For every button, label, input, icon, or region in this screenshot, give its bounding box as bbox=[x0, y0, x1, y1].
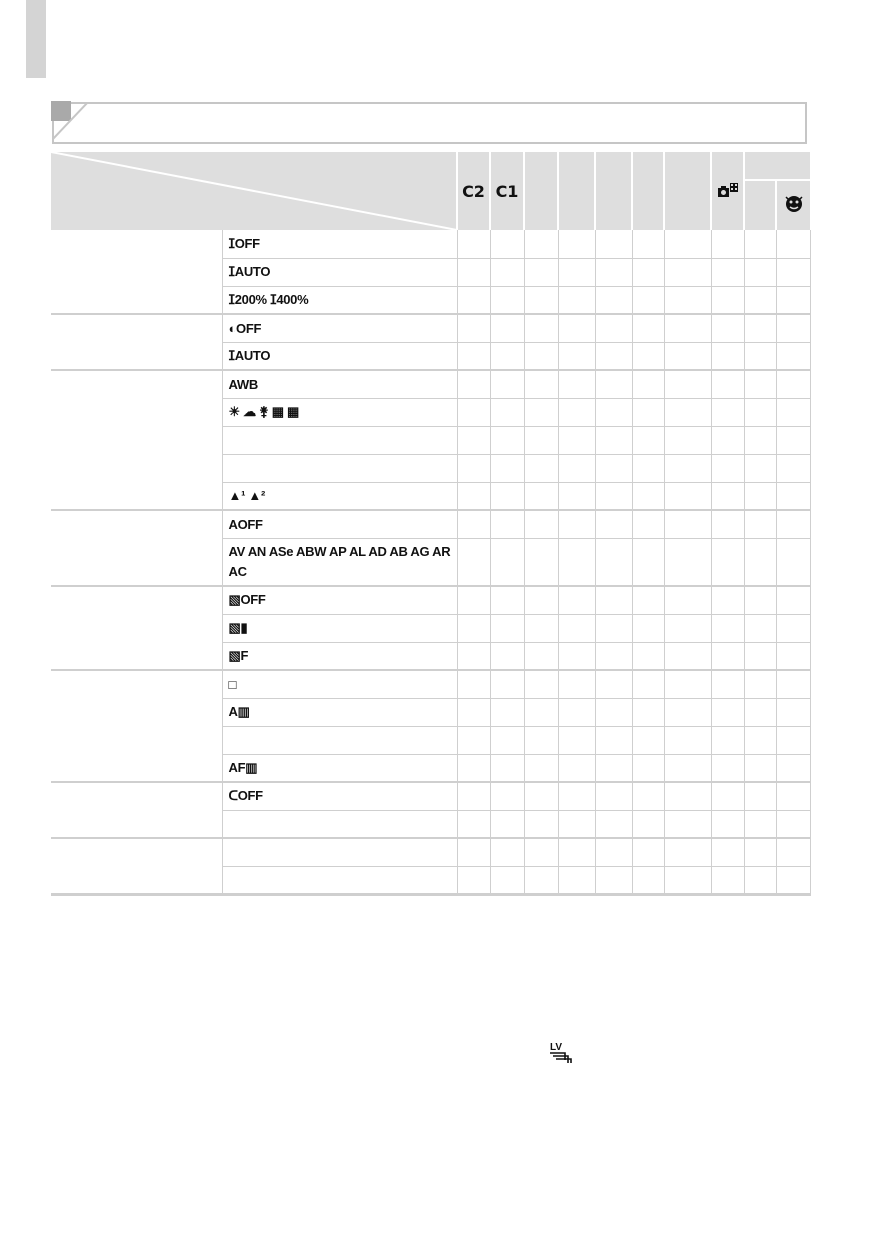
mode-cell bbox=[744, 642, 776, 670]
mode-header-group bbox=[744, 152, 810, 180]
mode-cell bbox=[558, 726, 595, 754]
mode-cell bbox=[524, 342, 558, 370]
mode-cell bbox=[558, 426, 595, 454]
mode-cell bbox=[490, 398, 524, 426]
mode-cell bbox=[558, 586, 595, 614]
mode-cell bbox=[664, 670, 711, 698]
mode-cell bbox=[524, 754, 558, 782]
svg-text:LV: LV bbox=[550, 1042, 563, 1053]
mode-cell bbox=[664, 258, 711, 286]
live-view-continuous-icon bbox=[549, 1040, 577, 1064]
option-label: ⵊ200% ⵊ400% bbox=[222, 286, 457, 314]
mode-cell bbox=[558, 810, 595, 838]
corner-diagonal bbox=[51, 152, 457, 230]
mode-header-5 bbox=[595, 152, 632, 230]
mode-cell bbox=[711, 370, 744, 398]
mode-cell bbox=[711, 754, 744, 782]
mode-cell bbox=[595, 370, 632, 398]
mode-cell bbox=[632, 810, 664, 838]
mode-cell bbox=[711, 258, 744, 286]
mode-cell bbox=[558, 782, 595, 810]
option-label: AF▥ bbox=[222, 754, 457, 782]
mode-cell bbox=[711, 810, 744, 838]
mode-cell bbox=[524, 810, 558, 838]
mode-cell bbox=[664, 314, 711, 342]
mode-cell bbox=[776, 314, 810, 342]
mode-cell bbox=[776, 698, 810, 726]
mode-cell bbox=[490, 586, 524, 614]
mode-cell bbox=[457, 342, 490, 370]
mode-cell bbox=[711, 342, 744, 370]
mode-cell bbox=[457, 286, 490, 314]
mode-header-4 bbox=[558, 152, 595, 230]
mode-cell bbox=[595, 782, 632, 810]
mode-cell bbox=[744, 370, 776, 398]
mode-cell bbox=[711, 398, 744, 426]
mode-cell bbox=[632, 642, 664, 670]
mode-cell bbox=[632, 370, 664, 398]
mode-cell bbox=[558, 698, 595, 726]
mode-cell bbox=[744, 614, 776, 642]
mode-cell bbox=[632, 510, 664, 538]
mode-cell bbox=[490, 670, 524, 698]
mode-cell bbox=[664, 754, 711, 782]
mode-cell bbox=[524, 510, 558, 538]
category-flash-exposure-comp bbox=[51, 230, 222, 314]
mode-cell bbox=[664, 810, 711, 838]
table-row bbox=[51, 838, 810, 866]
mode-cell bbox=[558, 258, 595, 286]
mode-cell bbox=[558, 286, 595, 314]
mode-cell bbox=[558, 454, 595, 482]
mode-cell bbox=[490, 810, 524, 838]
section-header-notch bbox=[52, 102, 92, 142]
mode-cell bbox=[595, 230, 632, 258]
option-label: ▧F bbox=[222, 642, 457, 670]
mode-cell bbox=[558, 510, 595, 538]
mode-cell bbox=[558, 230, 595, 258]
mode-cell bbox=[524, 670, 558, 698]
mode-cell bbox=[558, 866, 595, 894]
mode-cell bbox=[457, 754, 490, 782]
option-label: ☀ ☁ ⚵ ▦ ▦ bbox=[222, 398, 457, 426]
option-label: ◐OFF bbox=[222, 314, 457, 342]
mode-cell bbox=[524, 586, 558, 614]
mode-cell bbox=[664, 286, 711, 314]
mode-cell bbox=[524, 538, 558, 586]
mode-cell bbox=[457, 726, 490, 754]
mode-cell bbox=[524, 426, 558, 454]
option-label bbox=[222, 866, 457, 894]
mode-cell bbox=[490, 286, 524, 314]
mode-cell bbox=[490, 726, 524, 754]
mode-cell bbox=[524, 258, 558, 286]
mode-availability-table bbox=[51, 152, 811, 896]
mode-cell bbox=[524, 286, 558, 314]
mode-cell bbox=[595, 754, 632, 782]
mode-cell bbox=[776, 866, 810, 894]
mode-cell bbox=[457, 810, 490, 838]
mode-cell bbox=[632, 342, 664, 370]
mode-cell bbox=[664, 426, 711, 454]
mode-cell bbox=[632, 586, 664, 614]
section-header-bar bbox=[52, 102, 807, 144]
mode-cell bbox=[595, 810, 632, 838]
mode-cell bbox=[632, 670, 664, 698]
mode-cell bbox=[744, 314, 776, 342]
mode-cell bbox=[711, 314, 744, 342]
category-self-timer bbox=[51, 782, 222, 838]
option-label bbox=[222, 726, 457, 754]
mode-cell bbox=[632, 230, 664, 258]
mode-cell bbox=[776, 398, 810, 426]
mode-cell bbox=[664, 866, 711, 894]
mode-cell bbox=[490, 782, 524, 810]
mode-cell bbox=[744, 286, 776, 314]
mode-cell bbox=[776, 642, 810, 670]
mode-cell bbox=[457, 258, 490, 286]
mode-cell bbox=[524, 866, 558, 894]
mode-cell bbox=[711, 538, 744, 586]
category-bracketing bbox=[51, 586, 222, 670]
option-label: AOFF bbox=[222, 510, 457, 538]
mode-cell bbox=[524, 454, 558, 482]
mode-cell bbox=[744, 538, 776, 586]
mode-cell bbox=[776, 614, 810, 642]
table-row bbox=[51, 314, 810, 342]
mode-cell bbox=[664, 482, 711, 510]
mode-cell bbox=[490, 538, 524, 586]
mode-cell bbox=[558, 482, 595, 510]
mode-cell bbox=[711, 286, 744, 314]
option-label: ▲¹ ▲² bbox=[222, 482, 457, 510]
mode-cell bbox=[524, 398, 558, 426]
mode-cell bbox=[558, 614, 595, 642]
mode-cell bbox=[595, 866, 632, 894]
mode-cell bbox=[632, 726, 664, 754]
mode-cell bbox=[490, 370, 524, 398]
mode-cell bbox=[457, 614, 490, 642]
mode-cell bbox=[632, 538, 664, 586]
mode-cell bbox=[632, 426, 664, 454]
mode-cell bbox=[558, 314, 595, 342]
mode-cell bbox=[457, 230, 490, 258]
mode-cell bbox=[490, 454, 524, 482]
mode-cell bbox=[711, 642, 744, 670]
mode-cell bbox=[524, 726, 558, 754]
mode-cell bbox=[776, 230, 810, 258]
mode-cell bbox=[664, 510, 711, 538]
mode-cell bbox=[457, 454, 490, 482]
mode-cell bbox=[664, 398, 711, 426]
option-label: ▧OFF bbox=[222, 586, 457, 614]
mode-cell bbox=[632, 398, 664, 426]
mode-cell bbox=[744, 586, 776, 614]
mode-cell bbox=[711, 510, 744, 538]
mode-cell bbox=[490, 838, 524, 866]
mode-cell bbox=[457, 398, 490, 426]
mode-cell bbox=[524, 698, 558, 726]
mode-cell bbox=[457, 538, 490, 586]
table-row bbox=[51, 670, 810, 698]
mode-cell bbox=[744, 398, 776, 426]
mode-cell bbox=[632, 258, 664, 286]
mode-cell bbox=[595, 586, 632, 614]
mode-cell bbox=[524, 642, 558, 670]
category-drive-mode bbox=[51, 670, 222, 782]
option-label: AV AN ASe ABW AP AL AD AB AG AR AC bbox=[222, 538, 457, 586]
mode-cell bbox=[457, 866, 490, 894]
mode-cell bbox=[457, 698, 490, 726]
mode-cell bbox=[595, 614, 632, 642]
mode-cell bbox=[490, 314, 524, 342]
mode-cell bbox=[776, 482, 810, 510]
mode-cell bbox=[744, 454, 776, 482]
mode-cell bbox=[744, 482, 776, 510]
mode-cell bbox=[558, 754, 595, 782]
table-row bbox=[51, 370, 810, 398]
mode-cell bbox=[524, 838, 558, 866]
mode-cell bbox=[632, 754, 664, 782]
table-row bbox=[51, 510, 810, 538]
face-self-timer-icon bbox=[783, 193, 805, 215]
mode-cell bbox=[558, 838, 595, 866]
mode-cell bbox=[776, 782, 810, 810]
mode-cell bbox=[744, 258, 776, 286]
mode-cell bbox=[457, 426, 490, 454]
mode-cell bbox=[457, 838, 490, 866]
mode-cell bbox=[744, 670, 776, 698]
mode-cell bbox=[664, 538, 711, 586]
mode-cell bbox=[776, 370, 810, 398]
mode-cell bbox=[744, 726, 776, 754]
mode-cell bbox=[776, 586, 810, 614]
mode-cell bbox=[711, 698, 744, 726]
mode-cell bbox=[457, 586, 490, 614]
mode-cell bbox=[558, 670, 595, 698]
mode-cell bbox=[490, 614, 524, 642]
table-row bbox=[51, 230, 810, 258]
mode-cell bbox=[776, 342, 810, 370]
option-label: ▧▮ bbox=[222, 614, 457, 642]
mode-cell bbox=[776, 838, 810, 866]
mode-cell bbox=[664, 370, 711, 398]
mode-cell bbox=[776, 454, 810, 482]
mode-cell bbox=[744, 230, 776, 258]
mode-cell bbox=[632, 482, 664, 510]
option-label: ⵊOFF bbox=[222, 230, 457, 258]
mode-cell bbox=[776, 538, 810, 586]
mode-cell bbox=[664, 230, 711, 258]
mode-cell bbox=[776, 810, 810, 838]
option-label: AWB bbox=[222, 370, 457, 398]
mode-cell bbox=[457, 314, 490, 342]
mode-cell bbox=[744, 782, 776, 810]
mode-cell bbox=[490, 698, 524, 726]
option-label bbox=[222, 810, 457, 838]
mode-cell bbox=[490, 426, 524, 454]
mode-cell bbox=[664, 838, 711, 866]
mode-cell bbox=[524, 230, 558, 258]
mode-cell bbox=[744, 426, 776, 454]
mode-cell bbox=[490, 866, 524, 894]
category-my-colors bbox=[51, 510, 222, 586]
option-label: ⵊAUTO bbox=[222, 258, 457, 286]
table-row bbox=[51, 782, 810, 810]
mode-cell bbox=[744, 698, 776, 726]
mode-cell bbox=[744, 810, 776, 838]
mode-cell bbox=[776, 426, 810, 454]
mode-cell bbox=[558, 538, 595, 586]
category-i-contrast bbox=[51, 314, 222, 370]
mode-header-camera-video bbox=[711, 152, 744, 230]
mode-cell bbox=[744, 510, 776, 538]
mode-cell bbox=[595, 670, 632, 698]
mode-cell bbox=[744, 866, 776, 894]
mode-cell bbox=[711, 726, 744, 754]
mode-cell bbox=[457, 510, 490, 538]
mode-header-6 bbox=[632, 152, 664, 230]
mode-cell bbox=[711, 426, 744, 454]
mode-cell bbox=[711, 866, 744, 894]
mode-cell bbox=[711, 454, 744, 482]
mode-cell bbox=[595, 454, 632, 482]
option-label bbox=[222, 454, 457, 482]
mode-cell bbox=[558, 642, 595, 670]
mode-cell bbox=[524, 614, 558, 642]
mode-header-c2: C2 bbox=[457, 152, 490, 230]
mode-cell bbox=[664, 782, 711, 810]
mode-cell bbox=[711, 614, 744, 642]
mode-cell bbox=[664, 614, 711, 642]
mode-cell bbox=[558, 342, 595, 370]
mode-cell bbox=[595, 538, 632, 586]
mode-cell bbox=[457, 482, 490, 510]
mode-cell bbox=[490, 258, 524, 286]
mode-cell bbox=[524, 782, 558, 810]
mode-cell bbox=[490, 482, 524, 510]
mode-cell bbox=[711, 230, 744, 258]
mode-cell bbox=[595, 398, 632, 426]
mode-cell bbox=[776, 286, 810, 314]
mode-cell bbox=[744, 838, 776, 866]
category-last-group bbox=[51, 838, 222, 894]
mode-cell bbox=[664, 454, 711, 482]
mode-cell bbox=[711, 670, 744, 698]
mode-cell bbox=[632, 838, 664, 866]
mode-cell bbox=[490, 230, 524, 258]
mode-cell bbox=[632, 314, 664, 342]
mode-cell bbox=[711, 586, 744, 614]
mode-cell bbox=[664, 586, 711, 614]
mode-cell bbox=[776, 670, 810, 698]
mode-cell bbox=[632, 454, 664, 482]
option-label bbox=[222, 838, 457, 866]
mode-cell bbox=[490, 754, 524, 782]
mode-cell bbox=[711, 482, 744, 510]
mode-cell bbox=[490, 642, 524, 670]
mode-cell bbox=[632, 698, 664, 726]
mode-cell bbox=[595, 838, 632, 866]
category-white-balance bbox=[51, 370, 222, 510]
mode-cell bbox=[457, 642, 490, 670]
mode-cell bbox=[664, 342, 711, 370]
mode-header-9 bbox=[744, 180, 776, 230]
mode-cell bbox=[664, 698, 711, 726]
mode-cell bbox=[595, 258, 632, 286]
mode-cell bbox=[711, 782, 744, 810]
page-corner-tab bbox=[26, 0, 46, 78]
mode-cell bbox=[595, 482, 632, 510]
mode-cell bbox=[558, 398, 595, 426]
camera-video-icon bbox=[717, 182, 739, 198]
mode-cell bbox=[457, 370, 490, 398]
mode-cell bbox=[632, 782, 664, 810]
option-label: ᑕOFF bbox=[222, 782, 457, 810]
mode-cell bbox=[490, 510, 524, 538]
mode-header-face-self-timer bbox=[776, 180, 810, 230]
mode-cell bbox=[524, 370, 558, 398]
mode-cell bbox=[595, 426, 632, 454]
mode-header-c1: C1 bbox=[490, 152, 524, 230]
mode-cell bbox=[595, 314, 632, 342]
mode-cell bbox=[711, 838, 744, 866]
mode-cell bbox=[776, 754, 810, 782]
mode-cell bbox=[457, 670, 490, 698]
mode-cell bbox=[664, 642, 711, 670]
table-corner-header bbox=[51, 152, 457, 230]
mode-cell bbox=[632, 866, 664, 894]
mode-cell bbox=[595, 698, 632, 726]
mode-cell bbox=[744, 754, 776, 782]
mode-cell bbox=[558, 370, 595, 398]
option-label: ⵊAUTO bbox=[222, 342, 457, 370]
mode-cell bbox=[457, 782, 490, 810]
mode-cell bbox=[776, 726, 810, 754]
mode-cell bbox=[524, 482, 558, 510]
mode-header-7 bbox=[664, 152, 711, 230]
mode-cell bbox=[776, 258, 810, 286]
mode-cell bbox=[776, 510, 810, 538]
mode-cell bbox=[664, 726, 711, 754]
mode-cell bbox=[595, 510, 632, 538]
mode-cell bbox=[632, 614, 664, 642]
mode-header-3 bbox=[524, 152, 558, 230]
option-label: A▥ bbox=[222, 698, 457, 726]
mode-cell bbox=[744, 342, 776, 370]
mode-cell bbox=[632, 286, 664, 314]
option-label: □ bbox=[222, 670, 457, 698]
mode-cell bbox=[524, 314, 558, 342]
mode-cell bbox=[490, 342, 524, 370]
option-label bbox=[222, 426, 457, 454]
mode-cell bbox=[595, 286, 632, 314]
mode-cell bbox=[595, 726, 632, 754]
table-row bbox=[51, 586, 810, 614]
mode-cell bbox=[595, 642, 632, 670]
mode-cell bbox=[595, 342, 632, 370]
